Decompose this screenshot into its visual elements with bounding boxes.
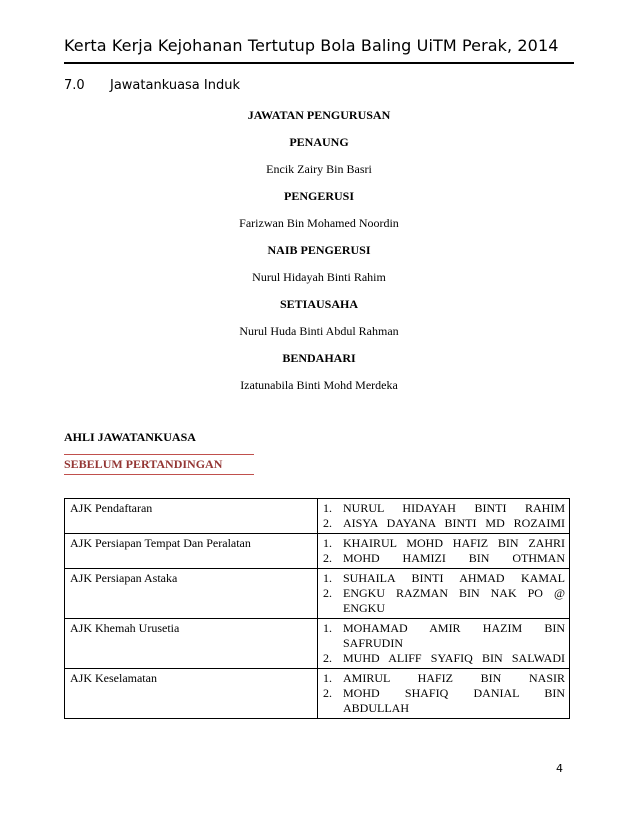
list-item: [323, 536, 565, 551]
section-number: 7.0: [64, 78, 85, 93]
list-number: 2.: [323, 686, 332, 700]
list-number: 1.: [323, 571, 332, 585]
position-role-naib-pengerusi: NAIB PENGERUSI: [267, 243, 371, 257]
list-item: [323, 651, 565, 666]
ajk-heading: AHLI JAWATANKUASA: [64, 430, 196, 444]
list-number: 1.: [323, 671, 332, 685]
position-role-pengerusi: PENGERUSI: [283, 189, 354, 203]
ajk-role: AJK Khemah Urusetia: [65, 619, 318, 669]
document-header-title: Kerta Kerja Kejohanan Tertutup Bola Baling UiTM Perak, 2014: [64, 36, 559, 55]
ajk-role: AJK Pendaftaran: [65, 499, 318, 534]
position-name-penaung: Encik Zairy Bin Basri: [266, 162, 372, 176]
member-name: MOHAMAD AMIR HAZIM BIN SAFRUDIN: [343, 621, 565, 650]
ajk-role: AJK Keselamatan: [65, 669, 318, 719]
section-heading: [64, 78, 240, 93]
list-number: 2.: [323, 516, 332, 530]
list-item: [323, 671, 565, 686]
member-name: ENGKU RAZMAN BIN NAK PO @ ENGKU: [343, 586, 565, 615]
member-name: AISYA DAYANA BINTI MD ROZAIMI: [343, 516, 565, 530]
member-name: MOHD SHAFIQ DANIAL BIN ABDULLAH: [343, 686, 565, 715]
member-name: KHAIRUL MOHD HAFIZ BIN ZAHRI: [343, 536, 565, 550]
ajk-role: AJK Persiapan Tempat Dan Peralatan: [65, 534, 318, 569]
header-divider: [64, 62, 574, 64]
member-name: NURUL HIDAYAH BINTI RAHIM: [343, 501, 565, 515]
list-number: 1.: [323, 501, 332, 515]
table-row: [65, 534, 570, 569]
table-row: [65, 669, 570, 719]
position-role-penaung: PENAUNG: [289, 135, 349, 149]
member-list: [323, 536, 565, 566]
member-name: SUHAILA BINTI AHMAD KAMAL: [343, 571, 565, 585]
member-name: AMIRUL HAFIZ BIN NASIR: [343, 671, 565, 685]
list-item: [323, 621, 565, 651]
list-number: 1.: [323, 536, 332, 550]
position-name-setiausaha: Nurul Huda Binti Abdul Rahman: [239, 324, 399, 338]
list-item: [323, 586, 565, 616]
page-number: 4: [556, 762, 563, 775]
list-number: 2.: [323, 586, 332, 600]
subheading-bottom-rule: [64, 474, 254, 475]
list-item: [323, 516, 565, 531]
ajk-members-cell: [318, 569, 570, 619]
position-name-bendahari: Izatunabila Binti Mohd Merdeka: [240, 378, 398, 392]
list-number: 2.: [323, 551, 332, 565]
ajk-subheading: SEBELUM PERTANDINGAN: [64, 457, 223, 471]
position-role-bendahari: BENDAHARI: [282, 351, 356, 365]
main-committee-heading: JAWATAN PENGURUSAN: [247, 108, 391, 122]
list-number: 2.: [323, 651, 332, 665]
subheading-top-rule: [64, 454, 254, 455]
member-list: [323, 621, 565, 666]
ajk-members-cell: [318, 669, 570, 719]
list-item: [323, 551, 565, 566]
ajk-members-cell: [318, 499, 570, 534]
table-row: [65, 569, 570, 619]
member-list: [323, 571, 565, 616]
table-row: [65, 499, 570, 534]
member-list: [323, 501, 565, 531]
member-list: [323, 671, 565, 716]
list-item: [323, 501, 565, 516]
section-title: Jawatankuasa Induk: [110, 78, 240, 93]
position-role-setiausaha: SETIAUSAHA: [279, 297, 359, 311]
ajk-members-cell: [318, 534, 570, 569]
member-name: MOHD HAMIZI BIN OTHMAN: [343, 551, 565, 565]
ajk-members-cell: [318, 619, 570, 669]
ajk-role: AJK Persiapan Astaka: [65, 569, 318, 619]
list-number: 1.: [323, 621, 332, 635]
ajk-table: [64, 498, 570, 719]
table-row: [65, 619, 570, 669]
list-item: [323, 571, 565, 586]
position-name-naib-pengerusi: Nurul Hidayah Binti Rahim: [252, 270, 386, 284]
position-name-pengerusi: Farizwan Bin Mohamed Noordin: [239, 216, 399, 230]
list-item: [323, 686, 565, 716]
member-name: MUHD ALIFF SYAFIQ BIN SALWADI: [343, 651, 565, 665]
